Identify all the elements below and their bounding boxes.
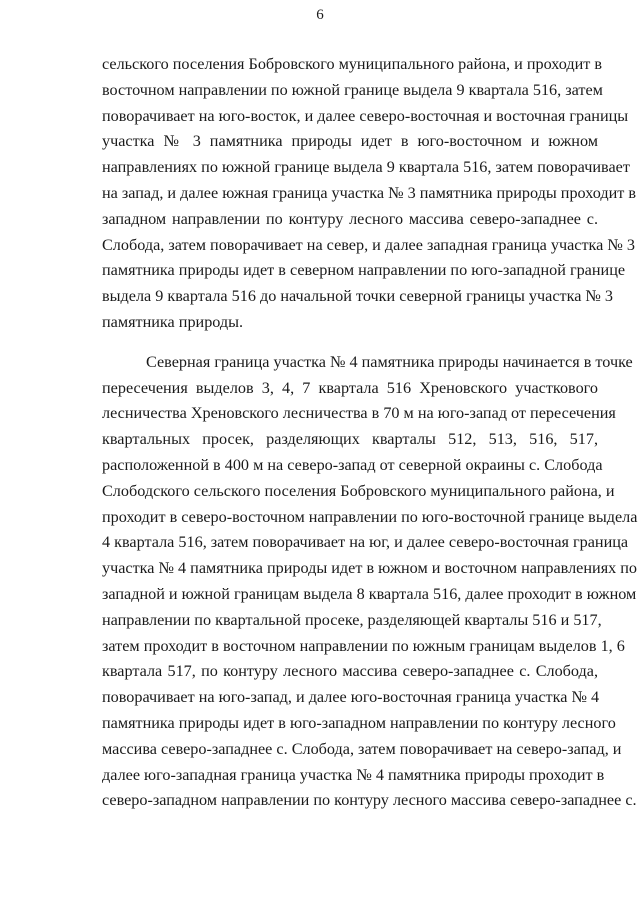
text-line: пересечения выделов 3, 4, 7 квартала 516 Хреновского участкового xyxy=(102,378,598,397)
text-line: участка № 3 памятника природы идет в юго-восточном и южном xyxy=(102,132,598,151)
text-line: на запад, и далее южная граница участка № 3 памятника природы проходит в xyxy=(102,183,637,202)
text-line: Слободского сельского поселения Бобровского муниципального района, и xyxy=(102,481,615,500)
text-line: 4 квартала 516, затем поворачивает на юг, и далее северо-восточная граница xyxy=(102,533,629,552)
document-body xyxy=(102,52,638,814)
text-line: направлениях по южной границе выдела 9 квартала 516, затем поворачивает xyxy=(102,158,630,177)
text-line: массива северо-западнее с. Слобода, затем поворачивает на северо-запад, и xyxy=(102,739,622,758)
text-line: памятника природы. xyxy=(102,312,244,331)
text-line: участка № 4 памятника природы идет в южном и восточном направлениях по xyxy=(102,559,638,578)
paragraph-spacer xyxy=(102,336,598,350)
text-line: поворачивает на юго-восток, и далее северо-восточная и восточная границы xyxy=(102,106,629,125)
page-number: 6 xyxy=(316,7,324,23)
text-line: западной и южной границам выдела 8 квартала 516, далее проходит в южном xyxy=(102,584,637,603)
text-line: проходит в северо-восточном направлении по юго-восточной границе выдела xyxy=(102,507,638,526)
text-line: Слобода, затем поворачивает на север, и далее западная граница участка № 3 xyxy=(102,235,635,254)
text-line: Северная граница участка № 4 памятника природы начинается в точке xyxy=(146,352,633,371)
text-line: затем проходит в восточном направлении по южным границам выделов 1, 6 xyxy=(102,636,625,655)
paragraph-1 xyxy=(102,52,637,336)
text-line: северо-западном направлении по контуру лесного массива северо-западнее с. xyxy=(102,791,637,810)
text-line: памятника природы идет в северном направлении по юго-западной границе xyxy=(102,261,626,280)
text-line: расположенной в 400 м на северо-запад от северной окраины с. Слобода xyxy=(102,455,603,474)
text-line: лесничества Хреновского лесничества в 70 м на юго-запад от пересечения xyxy=(102,404,616,423)
text-line: квартала 517, по контуру лесного массива северо-западнее с. Слобода, xyxy=(102,662,598,681)
text-line: памятника природы идет в юго-западном направлении по контуру лесного xyxy=(102,713,616,732)
text-line: квартальных просек, разделяющих кварталы 512, 513, 516, 517, xyxy=(102,430,598,449)
text-line: выдела 9 квартала 516 до начальной точки северной границы участка № 3 xyxy=(102,287,614,306)
text-line: восточном направлении по южной границе выдела 9 квартала 516, затем xyxy=(102,80,603,99)
text-line: сельского поселения Бобровского муниципального района, и проходит в xyxy=(102,55,603,73)
text-line: западном направлении по контуру лесного массива северо-западнее с. xyxy=(102,209,598,228)
text-line: направлении по квартальной просеке, разделяющей кварталы 516 и 517, xyxy=(102,610,602,629)
paragraph-2 xyxy=(102,350,638,814)
text-line: далее юго-западная граница участка № 4 памятника природы проходит в xyxy=(102,765,605,784)
text-line: поворачивает на юго-запад, и далее юго-восточная граница участка № 4 xyxy=(102,688,600,707)
